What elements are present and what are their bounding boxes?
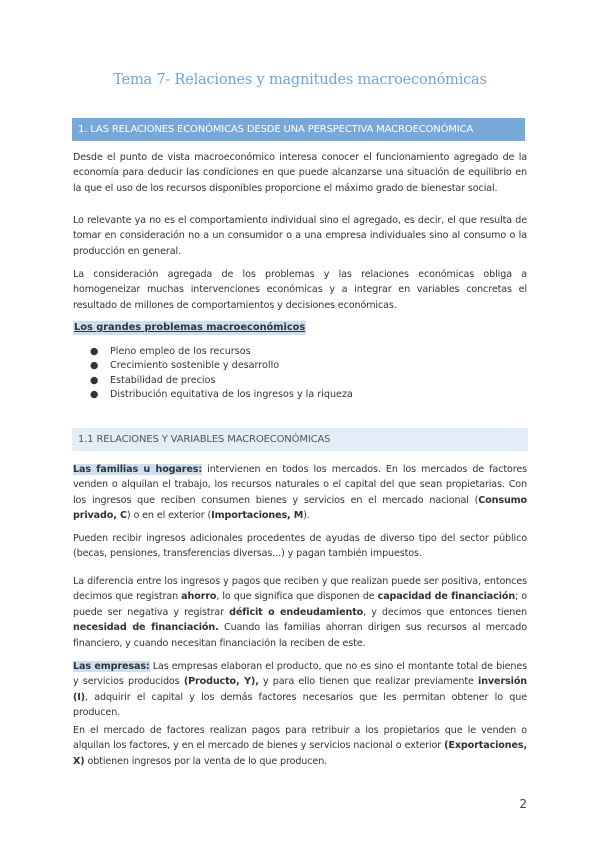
familias-label: Las familias u hogares: [73, 464, 203, 475]
paragraph-agregado: Lo relevante ya no es el comportamiento individual sino el agregado, es decir, el que resulta de tomar en consideración no a un consumidor o a una empresa individuales sino al consumo o la producción en general. [73, 215, 527, 257]
section-heading-1: 1. LAS RELACIONES ECONÓMICAS DESDE UNA PERSPECTIVA MACROECONÓMICA [72, 118, 525, 141]
problems-list [73, 345, 353, 403]
paragraph-empresas: Las empresas: Las empresas elaboran el producto, que no es sino el montante total de bienes y servicios producidos (Producto, Y), y para ello tienen que realizar previamente inversión (I), adquirir el capital y los demás factores necesarios que les permitan obtener lo que producen. [73, 661, 527, 719]
bullet-icon: ● [90, 346, 99, 357]
list-item: ● Crecimiento sostenible y desarrollo [73, 359, 353, 373]
paragraph-diferencia: La diferencia entre los ingresos y pagos que reciben y que realizan puede ser positiva, entonces decimos que registran ahorro, lo que significa que disponen de capacidad de financiación; o puede ser negativa y registrar déficit o endeudamiento, y decimos que entonces tienen necesidad de financiación. Cuando las familias ahorran dirigen sus recursos al mercado financiero, y cuando necesitan financiación la reciben de este. [73, 576, 527, 649]
list-item: ● Estabilidad de precios [73, 374, 353, 388]
list-item: ● Pleno empleo de los recursos [73, 345, 353, 359]
bullet-icon: ● [90, 374, 99, 386]
section-heading-1-1: 1.1 RELACIONES Y VARIABLES MACROECONÓMICAS [72, 428, 528, 451]
paragraph-familias: Las familias u hogares: intervienen en todos los mercados. En los mercados de factores venden o alquilan el trabajo, los recursos naturales o el capital del que sean propietarias. Con los ingresos que reciben consumen bienes y servicios en el mercado nacional (Consumo privado, C) o en el exterior (Importaciones, M). [73, 464, 527, 522]
problems-heading: Los grandes problemas macroeconómicos [74, 322, 306, 333]
paragraph-mercado: En el mercado de factores realizan pagos para retribuir a los propietarios que le venden o alquilan los factores, y en el mercado de bienes y servicios nacional o exterior (Exportaciones, X) obtienen ingresos por la venta de lo que producen. [73, 725, 527, 767]
bullet-icon: ● [90, 389, 99, 401]
list-item: ● Distribución equitativa de los ingresos y la riqueza [73, 388, 353, 402]
page-title: Tema 7- Relaciones y magnitudes macroeconómicas [113, 72, 487, 88]
bullet-icon: ● [90, 360, 99, 372]
page-number: 2 [519, 797, 527, 811]
paragraph-perspectiva: Desde el punto de vista macroeconómico interesa conocer el funcionamiento agregado de la economía para deducir las condiciones en que puede alcanzarse una situación de equilibrio en la que el uso de los recursos disponibles proporcione el máximo grado de bienestar social. [73, 152, 527, 194]
empresas-label: Las empresas: [73, 661, 150, 672]
paragraph-ingresos: Pueden recibir ingresos adicionales procedentes de ayudas de diverso tipo del sector público (becas, pensiones, transferencias diversas...) y pagan también impuestos. [73, 533, 527, 560]
paragraph-consideracion: La consideración agregada de los problemas y las relaciones económicas obliga a homogeneizar muchas intervenciones económicas y a integrar en variables concretas el resultado de millones de comportamientos y decisiones económicas. [73, 269, 527, 311]
